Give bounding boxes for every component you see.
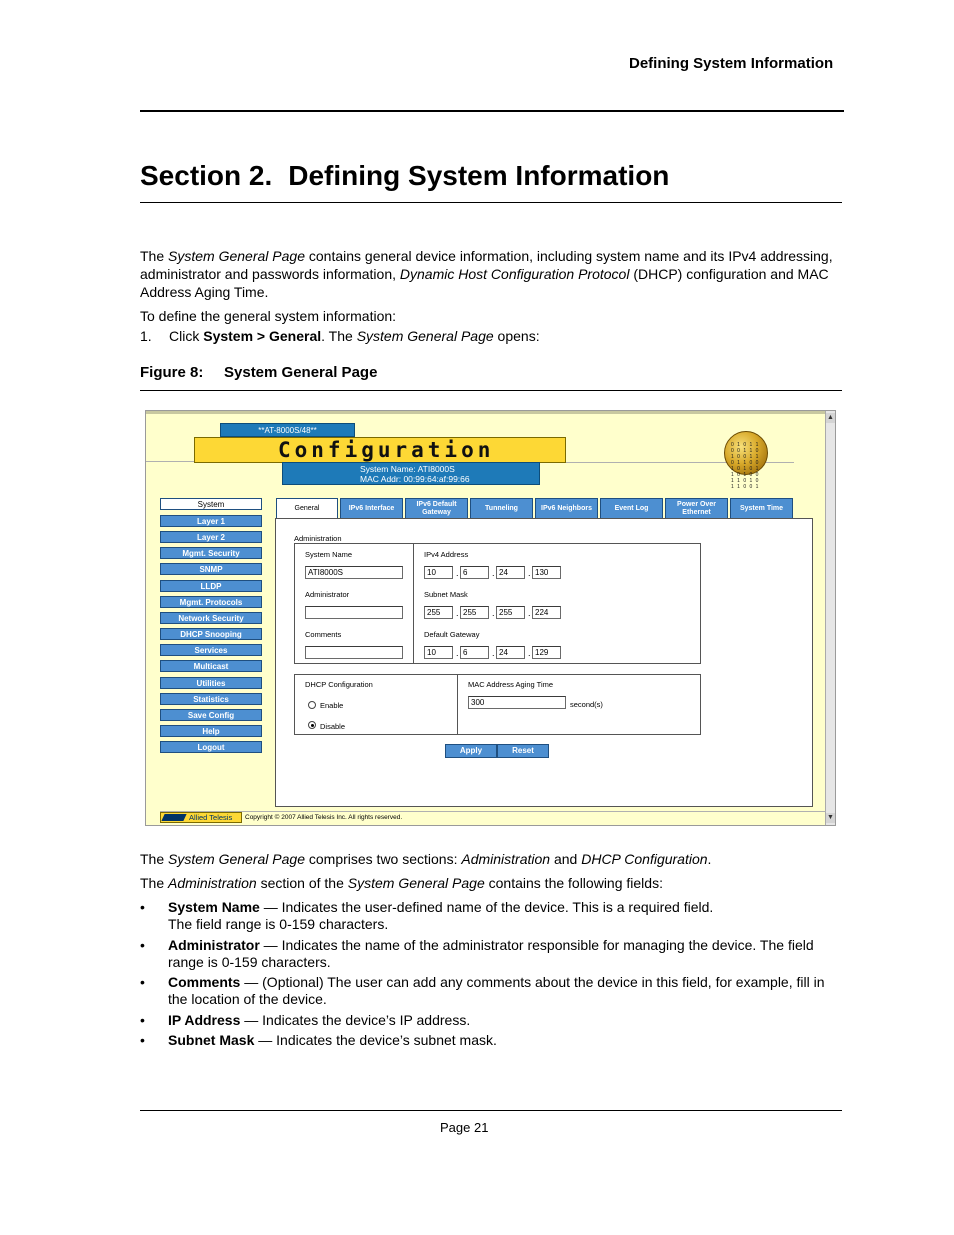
- mac-aging-field[interactable]: 300: [468, 696, 566, 709]
- system-general-screenshot: [145, 410, 836, 826]
- text-run: System General Page: [347, 875, 485, 891]
- step-1: [140, 327, 840, 345]
- subnet-octet-4[interactable]: 224: [532, 606, 561, 619]
- text-run: DHCP Configuration: [581, 851, 708, 867]
- ipv4-address-label: IPv4 Address: [424, 550, 469, 559]
- text-run: System General Page: [168, 248, 305, 264]
- system-name-field[interactable]: ATI8000S: [305, 566, 403, 579]
- dhcp-enable-label: Enable: [320, 701, 344, 710]
- globe-logo-icon: 0 1 0 1 1 0 0 1 1 0 1 0 0 1 1 0 1 1 0 0 1 0 1 0 1 1 0 1 0 0 1 1 0 1 0 1 1 0 0 1: [724, 431, 768, 475]
- bullet-term: System Name: [168, 899, 260, 915]
- system-info-box: [282, 462, 540, 485]
- bullet-term: Comments: [168, 974, 241, 990]
- menu-path: System > General: [203, 328, 322, 344]
- bullet-text: — Indicates the device’s subnet mask.: [254, 1032, 497, 1048]
- bullet-icon: •: [140, 937, 145, 953]
- page-number: Page 21: [440, 1120, 489, 1135]
- subnet-dot: .: [492, 608, 495, 618]
- bullet-term: Administrator: [168, 937, 260, 953]
- gateway-octet-2[interactable]: 6: [460, 646, 489, 659]
- section-title: [140, 160, 669, 192]
- step-number: 1.: [140, 328, 152, 344]
- bullet-icon: •: [140, 899, 145, 915]
- text-run: contains general device information, including system name and its IPv4 addressing, administrator and passwords information,: [140, 248, 833, 282]
- text-run: comprises two sections:: [304, 851, 462, 867]
- bullet-icon: •: [140, 1012, 145, 1028]
- scroll-up-icon[interactable]: ▲: [827, 414, 834, 421]
- dhcp-enable-radio[interactable]: [308, 701, 316, 709]
- bullet-icon: •: [140, 1032, 145, 1048]
- tab-ipv6-default-gateway[interactable]: IPv6 Default Gateway: [405, 498, 468, 518]
- bullet-system-name: [140, 899, 840, 935]
- text-run: section of the: [256, 875, 348, 891]
- bullet-administrator: [140, 937, 840, 973]
- text-run: The: [140, 851, 169, 867]
- subnet-octet-1[interactable]: 255: [424, 606, 453, 619]
- general-tab-content: [275, 518, 813, 807]
- gateway-dot: .: [456, 648, 459, 658]
- ipv4-dot: .: [456, 568, 459, 578]
- administration-right-box: [413, 543, 701, 664]
- nav-layer-2[interactable]: Layer 2: [160, 531, 262, 543]
- bullet-term: Subnet Mask: [168, 1032, 255, 1048]
- gateway-octet-4[interactable]: 129: [532, 646, 561, 659]
- fields-intro-paragraph: [140, 874, 840, 892]
- nav-network-security[interactable]: Network Security: [160, 612, 262, 624]
- figure-title: System General Page: [224, 364, 378, 381]
- system-name-line: System Name: ATI8000S: [360, 464, 455, 474]
- nav-mgmt-protocols[interactable]: Mgmt. Protocols: [160, 596, 262, 608]
- model-tab: **AT-8000S/48**: [220, 423, 355, 437]
- nav-dhcp-snooping[interactable]: DHCP Snooping: [160, 628, 262, 640]
- subnet-octet-2[interactable]: 255: [460, 606, 489, 619]
- text-run: System General Page: [168, 851, 305, 867]
- text-run: The: [140, 248, 169, 264]
- bullet-text: The field range is 0-159 characters.: [168, 916, 389, 932]
- ipv4-octet-2[interactable]: 6: [460, 566, 489, 579]
- tab-ipv6-neighbors[interactable]: IPv6 Neighbors: [535, 498, 598, 518]
- text-run: Administration: [461, 851, 551, 867]
- vertical-scrollbar[interactable]: [825, 411, 835, 825]
- bullet-ip-address: [140, 1012, 840, 1030]
- nav-system[interactable]: System: [160, 498, 262, 510]
- ipv4-octet-4[interactable]: 130: [532, 566, 561, 579]
- comments-label: Comments: [305, 630, 342, 639]
- frame-top-line: [146, 411, 826, 414]
- text-run: (DHCP) configuration and MAC Address Aging Time.: [140, 266, 829, 300]
- bullet-icon: •: [140, 974, 145, 990]
- bullet-text: — Indicates the device’s IP address.: [240, 1012, 471, 1028]
- nav-statistics[interactable]: Statistics: [160, 693, 262, 705]
- dhcp-disable-label: Disable: [320, 722, 346, 731]
- gateway-octet-3[interactable]: 24: [496, 646, 525, 659]
- nav-save-config[interactable]: Save Config: [160, 709, 262, 721]
- system-name-label: System Name: [305, 550, 353, 559]
- header-rule: [140, 110, 844, 112]
- scroll-down-icon[interactable]: ▼: [827, 814, 834, 821]
- bullet-text: — (Optional) The user can add any comments about the device in this field, for example, fill in the location of the device.: [168, 974, 825, 1007]
- footer-rule: [140, 1110, 842, 1111]
- text-run: contains the following fields:: [484, 875, 663, 891]
- tab-power-over-ethernet[interactable]: Power Over Ethernet: [665, 498, 728, 518]
- administrator-field[interactable]: [305, 606, 403, 619]
- header-line: [146, 461, 194, 462]
- sections-paragraph: [140, 850, 840, 868]
- bullet-subnet-mask: [140, 1032, 840, 1050]
- text-run: Dynamic Host Configuration Protocol: [399, 266, 630, 282]
- text-run: The: [140, 875, 169, 891]
- section-name: Defining System Information: [288, 160, 670, 191]
- nav-mgmt-security[interactable]: Mgmt. Security: [160, 547, 262, 559]
- subnet-mask-label: Subnet Mask: [424, 590, 468, 599]
- text-run: Administration: [168, 875, 257, 891]
- default-gateway-label: Default Gateway: [424, 630, 480, 639]
- text-run: .: [707, 851, 712, 867]
- nav-layer-1[interactable]: Layer 1: [160, 515, 262, 527]
- subnet-octet-3[interactable]: 255: [496, 606, 525, 619]
- title-rule: [140, 202, 842, 203]
- configuration-banner: Configuration: [194, 437, 566, 463]
- dhcp-disable-radio[interactable]: [308, 721, 316, 729]
- bullet-term: IP Address: [168, 1012, 241, 1028]
- intro-paragraph: [140, 247, 840, 301]
- nav-snmp[interactable]: SNMP: [160, 563, 262, 575]
- tab-system-time[interactable]: System Time: [730, 498, 793, 518]
- ipv4-octet-3[interactable]: 24: [496, 566, 525, 579]
- administration-heading: Administration: [294, 534, 342, 543]
- comments-field[interactable]: [305, 646, 403, 659]
- logo-text: Allied Telesis: [189, 813, 233, 822]
- bullet-text: — Indicates the name of the administrator responsible for managing the device. The field range is 0-159 characters.: [168, 937, 814, 970]
- text-run: System General Page: [356, 328, 494, 344]
- bullet-comments: [140, 974, 840, 1010]
- text-run: and: [550, 851, 582, 867]
- mac-aging-unit: second(s): [570, 700, 603, 709]
- instruction-paragraph: To define the general system information:: [140, 308, 397, 324]
- tab-general[interactable]: General: [276, 498, 338, 519]
- figure-number: Figure 8:: [140, 364, 204, 381]
- footer-line: [160, 811, 826, 812]
- ipv4-dot: .: [492, 568, 495, 578]
- nav-utilities[interactable]: Utilities: [160, 677, 262, 689]
- text-run: Click: [169, 328, 204, 344]
- figure-rule: [140, 390, 842, 391]
- section-number: Section 2.: [140, 160, 273, 191]
- subnet-dot: .: [456, 608, 459, 618]
- mac-aging-label: MAC Address Aging Time: [468, 680, 554, 689]
- ipv4-octet-1[interactable]: 10: [424, 566, 453, 579]
- administration-left-box: [294, 543, 414, 664]
- figure-caption: [140, 364, 377, 381]
- text-run: . The: [321, 328, 357, 344]
- nav-multicast[interactable]: Multicast: [160, 660, 262, 672]
- running-head: Defining System Information: [629, 55, 834, 72]
- reset-button[interactable]: Reset: [497, 744, 549, 758]
- gateway-dot: .: [492, 648, 495, 658]
- nav-services[interactable]: Services: [160, 644, 262, 656]
- subnet-dot: .: [528, 608, 531, 618]
- apply-button[interactable]: Apply: [445, 744, 497, 758]
- tab-event-log[interactable]: Event Log: [600, 498, 663, 518]
- mac-aging-box: [457, 674, 701, 735]
- allied-telesis-mark-icon: [161, 814, 186, 821]
- nav-logout[interactable]: Logout: [160, 741, 262, 753]
- copyright-text: Copyright © 2007 Allied Telesis Inc. All rights reserved.: [245, 814, 403, 821]
- mac-address-line: MAC Addr: 00:99:64:af:99:66: [360, 474, 470, 484]
- tab-ipv6-interface[interactable]: IPv6 Interface: [340, 498, 403, 518]
- dhcp-configuration-label: DHCP Configuration: [305, 680, 373, 689]
- nav-lldp[interactable]: LLDP: [160, 580, 262, 592]
- gateway-octet-1[interactable]: 10: [424, 646, 453, 659]
- text-run: opens:: [493, 328, 540, 344]
- administrator-label: Administrator: [305, 590, 350, 599]
- tab-tunneling[interactable]: Tunneling: [470, 498, 533, 518]
- gateway-dot: .: [528, 648, 531, 658]
- nav-help[interactable]: Help: [160, 725, 262, 737]
- ipv4-dot: .: [528, 568, 531, 578]
- bullet-text: — Indicates the user-defined name of the device. This is a required field.: [259, 899, 714, 915]
- dhcp-configuration-box: [294, 674, 458, 735]
